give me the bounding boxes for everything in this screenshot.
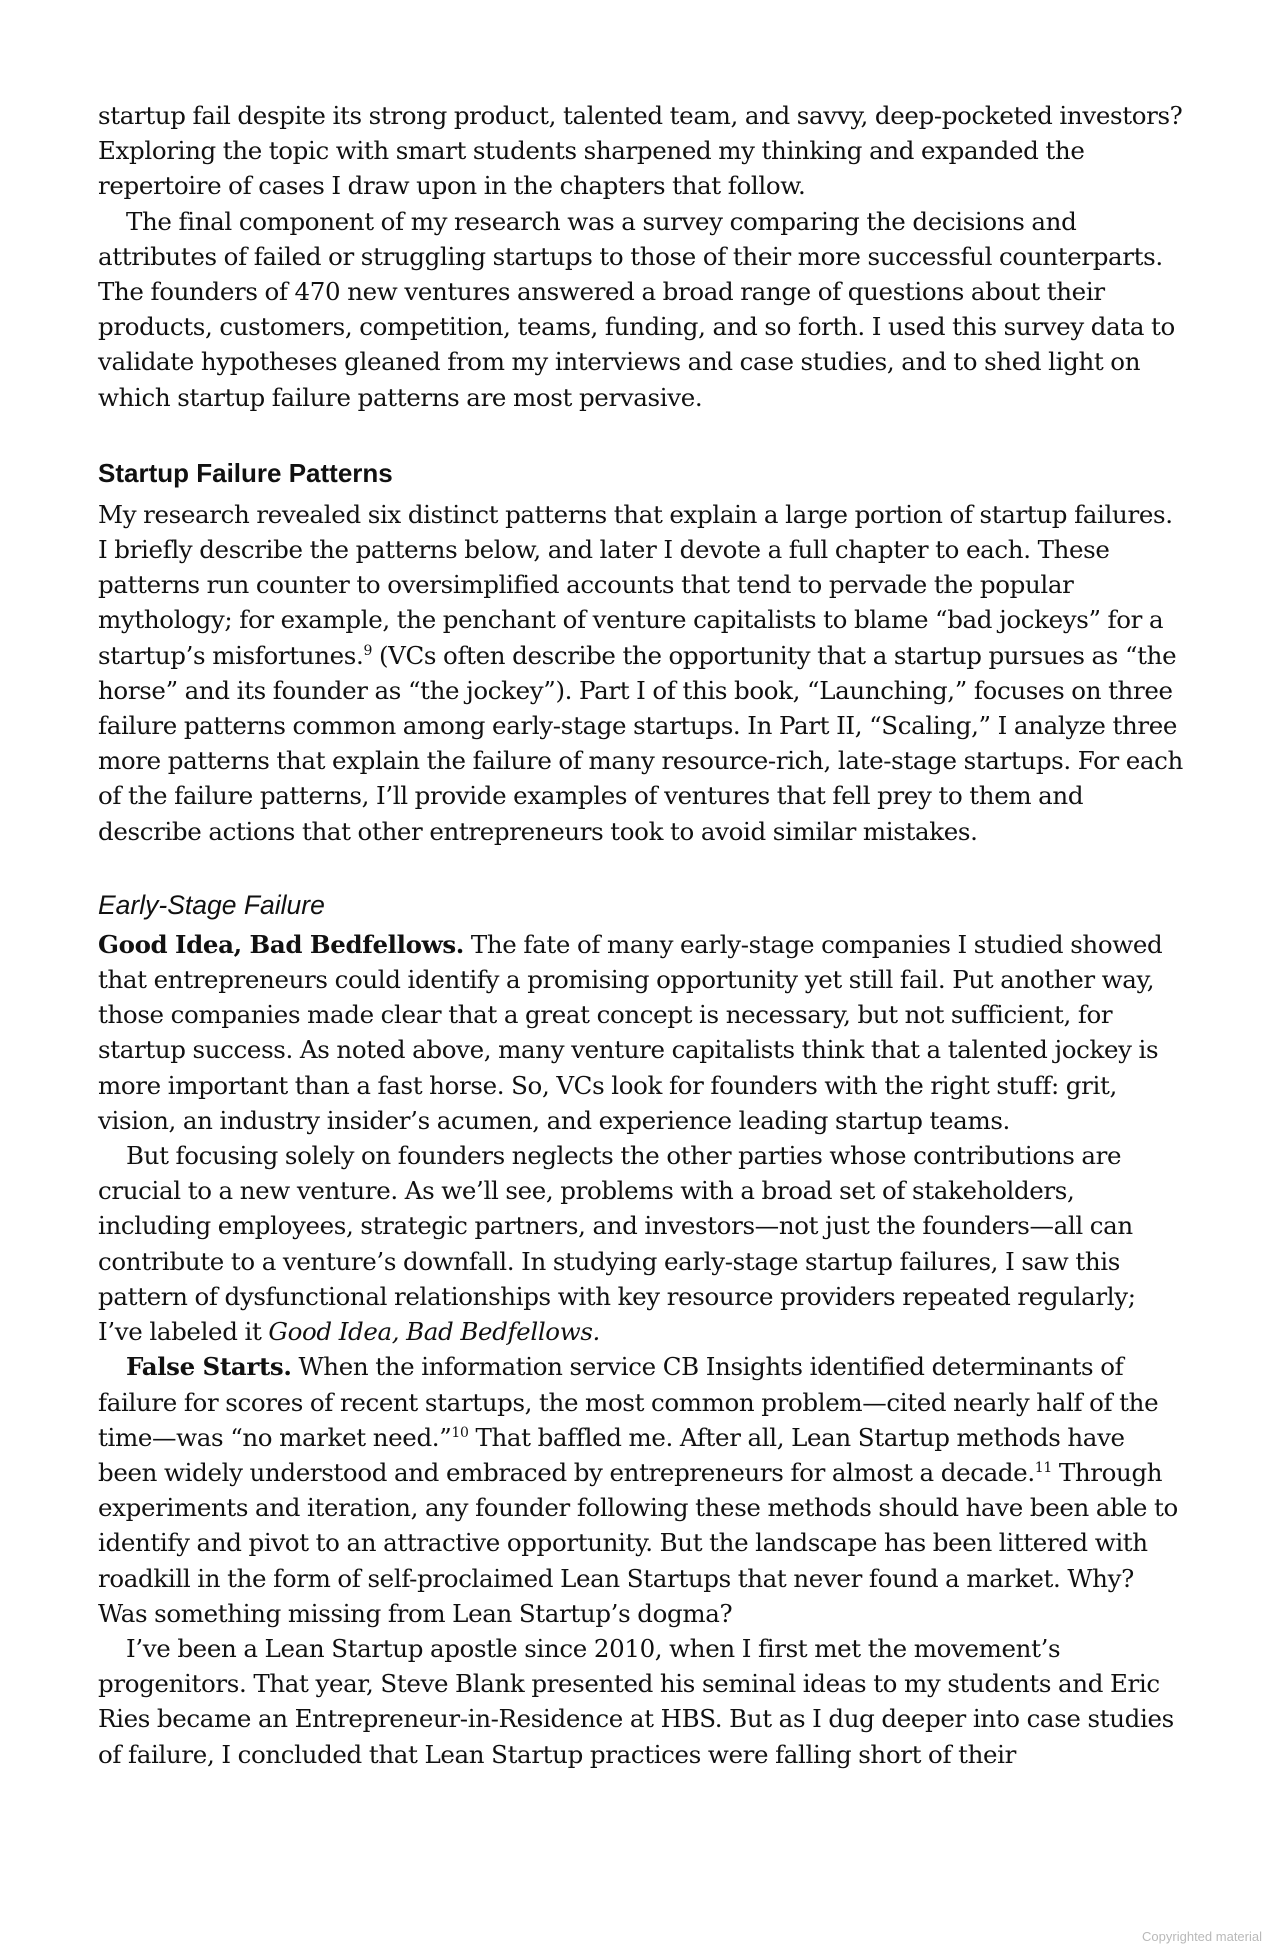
false-starts-text-b: That baffled me. After all, Lean Startup methods have been widely understood and embraced by entrepreneurs for almost a decade. <box>98 1422 1125 1487</box>
paragraph-intro-continued: startup fail despite its strong product, talented team, and savvy, deep-pocketed investors? Exploring the topic with smart students sharpened my thinking and expanded the repertoire of cases I draw upon in the chapters that follow. <box>98 101 1183 201</box>
patterns-text-part2: (VCs often describe the opportunity that a startup pursues as “the horse” and its founder as “the jockey”). Part I of this book, “Launching,” focuses on three failure patterns common among early-stage startups. In Part II, “Scaling,” I analyze three more patterns that explain the failure of many resource-rich, late-stage startups. For each of the failure patterns, I’ll provide examples of ventures that fell prey to them and describe actions that other entrepreneurs took to avoid similar mistakes. <box>98 640 1183 846</box>
runin-heading-bad-bedfellows: Good Idea, Bad Bedfellows. <box>98 929 464 959</box>
patterns-text-part1: My research revealed six distinct patterns that explain a large portion of startup failures. I briefly describe the patterns below, and later I devote a full chapter to each. These patterns run counter to oversimplified accounts that tend to pervade the popular mythology; for example, the penchant of venture capitalists to blame “bad jockeys” for a startup’s misfortunes. <box>98 499 1173 670</box>
footnote-ref-9[interactable]: 9 <box>363 642 372 659</box>
subsection-heading: Early-Stage Failure <box>98 889 325 920</box>
false-starts-text-c: Through experiments and iteration, any founder following these methods should have been able to identify and pivot to an attractive opportunity. But the landscape has been littered with roadkill in the form of self-proclaimed Lean Startups that never found a market. Why? Was something missing from Lean Startup’s dogma? <box>98 1457 1178 1628</box>
paragraph-patterns <box>98 497 1183 849</box>
paragraph-survey: The final component of my research was a survey comparing the decisions and attributes of failed or struggling startups to those of their more successful counterparts. The founders of 470 new ventures answered a broad range of questions about their products, customers, competition, teams, funding, and so forth. I used this survey data to validate hypotheses gleaned from my interviews and case studies, and to shed light on which startup failure patterns are most pervasive. <box>98 206 1175 412</box>
bad-bedfellows-text: The fate of many early-stage companies I studied showed that entrepreneurs could identify a promising opportunity yet still fail. Put another way, those companies made clear that a great concept is necessary, but not sufficient, for startup success. As noted above, many venture capitalists think that a talented jockey is more important than a fast horse. So, VCs look for founders with the right stuff: grit, vision, an industry insider’s acumen, and experience leading startup teams. <box>98 929 1163 1135</box>
paragraph-lean-startup: I’ve been a Lean Startup apostle since 2010, when I first met the movement’s progenitors. That year, Steve Blank presented his seminal ideas to my students and Eric Ries became an Entrepreneur-in-Residence at HBS. But as I dug deeper into case studies of failure, I concluded that Lean Startup practices were falling short of their <box>98 1633 1174 1769</box>
section-heading: Startup Failure Patterns <box>98 457 393 488</box>
paragraph-stakeholders <box>98 1138 1183 1349</box>
paragraph-false-starts <box>98 1349 1183 1631</box>
copyright-watermark: Copyrighted material <box>1142 1929 1262 1944</box>
pattern-name-italic: Good Idea, Bad Bedfellows. <box>268 1317 600 1347</box>
stakeholders-text: But focusing solely on founders neglects the other parties whose contributions are crucial to a new venture. As we’ll see, problems with a broad set of stakeholders, including employees, strategic partners, and investors—not just the founders—all can contribute to a venture’s downfall. In studying early-stage startup failures, I saw this pattern of dysfunctional relationships with key resource providers repeated regularly; I’ve labeled it <box>98 1141 1136 1347</box>
false-starts-text-a: When the information service CB Insights identified determinants of failure for scores of recent startups, the most common problem—cited nearly half of the time—was “no market need.” <box>98 1352 1159 1452</box>
footnote-ref-10[interactable]: 10 <box>451 1424 469 1441</box>
runin-heading-false-starts: False Starts. <box>126 1352 292 1382</box>
book-page <box>98 98 1183 1772</box>
paragraph-bad-bedfellows <box>98 927 1183 1138</box>
footnote-ref-11[interactable]: 11 <box>1034 1459 1052 1476</box>
